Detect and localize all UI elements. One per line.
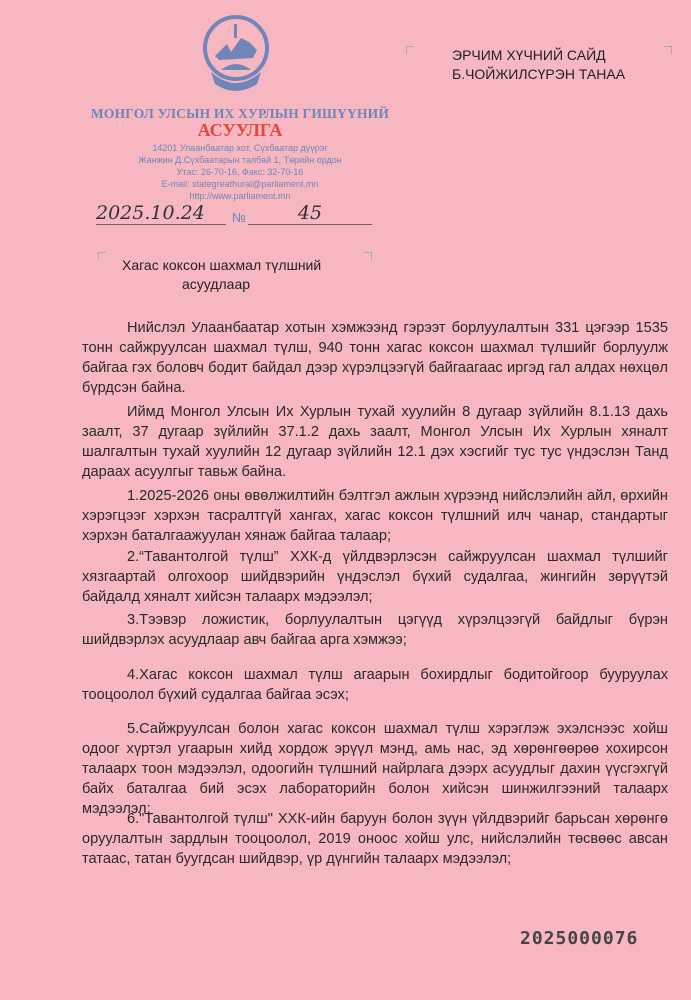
subject-line: асуудлаар bbox=[182, 276, 251, 292]
question-1: 1.2025-2026 оны өвөлжилтийн бэлтгэл ажлын хүрээнд нийслэлийн айл, өрхийн хэрэгцээг хэрхэн тасралтгүй хангах, хагас коксон түлшний илч чанар, стандартыг хэрхэн баталгаажуулан хянаж байгаа талаар; bbox=[82, 488, 668, 544]
address-line: Жанжин Д.Сүхбаатарын талбай 1, Төрийн ордон bbox=[138, 155, 342, 165]
subject-line: Хагас коксон шахмал түлшний bbox=[122, 257, 322, 273]
subject bbox=[122, 256, 321, 294]
address-block bbox=[90, 142, 390, 202]
basis-paragraph: Иймд Монгол Улсын Их Хурлын тухай хуулийн 8 дугаар зүйлийн 8.1.13 дахь заалт, 37 дугаар зүйлийн 37.1.2 дахь заалт, Монгол Улсын Их Хурлын хяналт шалгалтын тухай хуулийн 12 дугаар зүйлийн 12.1 дэх хэсгийг тус тус үндэслэн Танд дараах асуулгыг тавьж байна. bbox=[82, 404, 668, 480]
question-6: 6."Тавантолгой түлш" ХХК-ийн баруун болон зүүн үйлдвэрийг барьсан хөрөнгө оруулалтын зардлын тооцоолол, 2019 оноос хойш улс, нийслэлийн төсвөөс авсан татаас, татан буугдсан шийдвэр, үр дүнгийн талаарх мэдээлэл; bbox=[82, 811, 668, 867]
corner-mark bbox=[98, 252, 106, 260]
state-emblem-icon bbox=[197, 14, 275, 94]
document-date: 2025.10.24 bbox=[96, 202, 226, 225]
number-label: № bbox=[232, 210, 246, 225]
address-line: 14201 Улаанбаатар хот, Сүхбаатар дүүрэг bbox=[152, 143, 328, 153]
question-3: 3.Тээвэр ложистик, борлуулалтын цэгүүд хүрэлцээгүй байдлыг бүрэн шийдвэрлэх асуудлаар авч байгаа арга хэмжээ; bbox=[82, 612, 668, 648]
intro-paragraph: Нийслэл Улаанбаатар хотын хэмжээнд гэрээт борлуулалтын 331 цэгээр 1535 тонн сайжруулсан шахмал түлш, 940 тонн хагас коксон шахмал түлшийг борлуулж байгаа гэх боловч бодит байдал дээр хүрэлцээгүй байгаагаас иргэд гал алдах нөхцөл бүрдсэн байна. bbox=[82, 320, 668, 396]
corner-mark bbox=[664, 46, 672, 54]
recipient-name: Б.ЧОЙЖИЛСҮРЭН ТАНАА bbox=[452, 66, 626, 82]
question-2: 2.“Тавантолгой түлш” ХХК-д үйлдвэрлэсэн сайжруулсан шахмал түлшийг хязгаартай олгохоор шийдвэрийн үндэслэл бүхий судалгаа, жингийн зөрүүтэй байдалд хяналт хийсэн талаарх мэдээлэл; bbox=[82, 549, 668, 605]
organization-name: МОНГОЛ УЛСЫН ИХ ХУРЛЫН ГИШҮҮНИЙ bbox=[90, 106, 390, 121]
question-4: 4.Хагас коксон шахмал түлш агаарын бохирдлыг бодитойгоор бууруулах тооцоолол бүхий судалгаа байгаа эсэх; bbox=[82, 667, 668, 703]
email-line: E-mail: stategreathural@parliament.mn bbox=[161, 179, 319, 189]
recipient-title: ЭРЧИМ ХҮЧНИЙ САЙД bbox=[452, 47, 606, 63]
corner-mark bbox=[406, 46, 414, 54]
recipient bbox=[452, 46, 625, 84]
document-type: АСУУЛГА bbox=[197, 120, 283, 140]
corner-mark bbox=[364, 252, 372, 260]
question-5: 5.Сайжруулсан болон хагас коксон шахмал түлш хэрэглэж эхэлснээс хойш одоог хүртэл угаарын хийд хордож эрүүл мэнд, амь нас, эд хөрөнгөөрөө хохирсон талаарх тоон мэдээлэл, одоогийн түлшний найрлага дээрх асуудлыг дахин үүсгэхгүй байх баталгаа бий эсэх лабораторийн болон хийсэн шинжилгээний талаарх мэдээлэл; bbox=[82, 721, 668, 817]
website-line: http://www.parliament.mn bbox=[189, 191, 291, 201]
phone-line: Утас: 26-70-16, Факс: 32-70-16 bbox=[176, 167, 304, 177]
document-number: 45 bbox=[248, 202, 372, 225]
registration-stamp: 2025000076 bbox=[520, 928, 639, 949]
